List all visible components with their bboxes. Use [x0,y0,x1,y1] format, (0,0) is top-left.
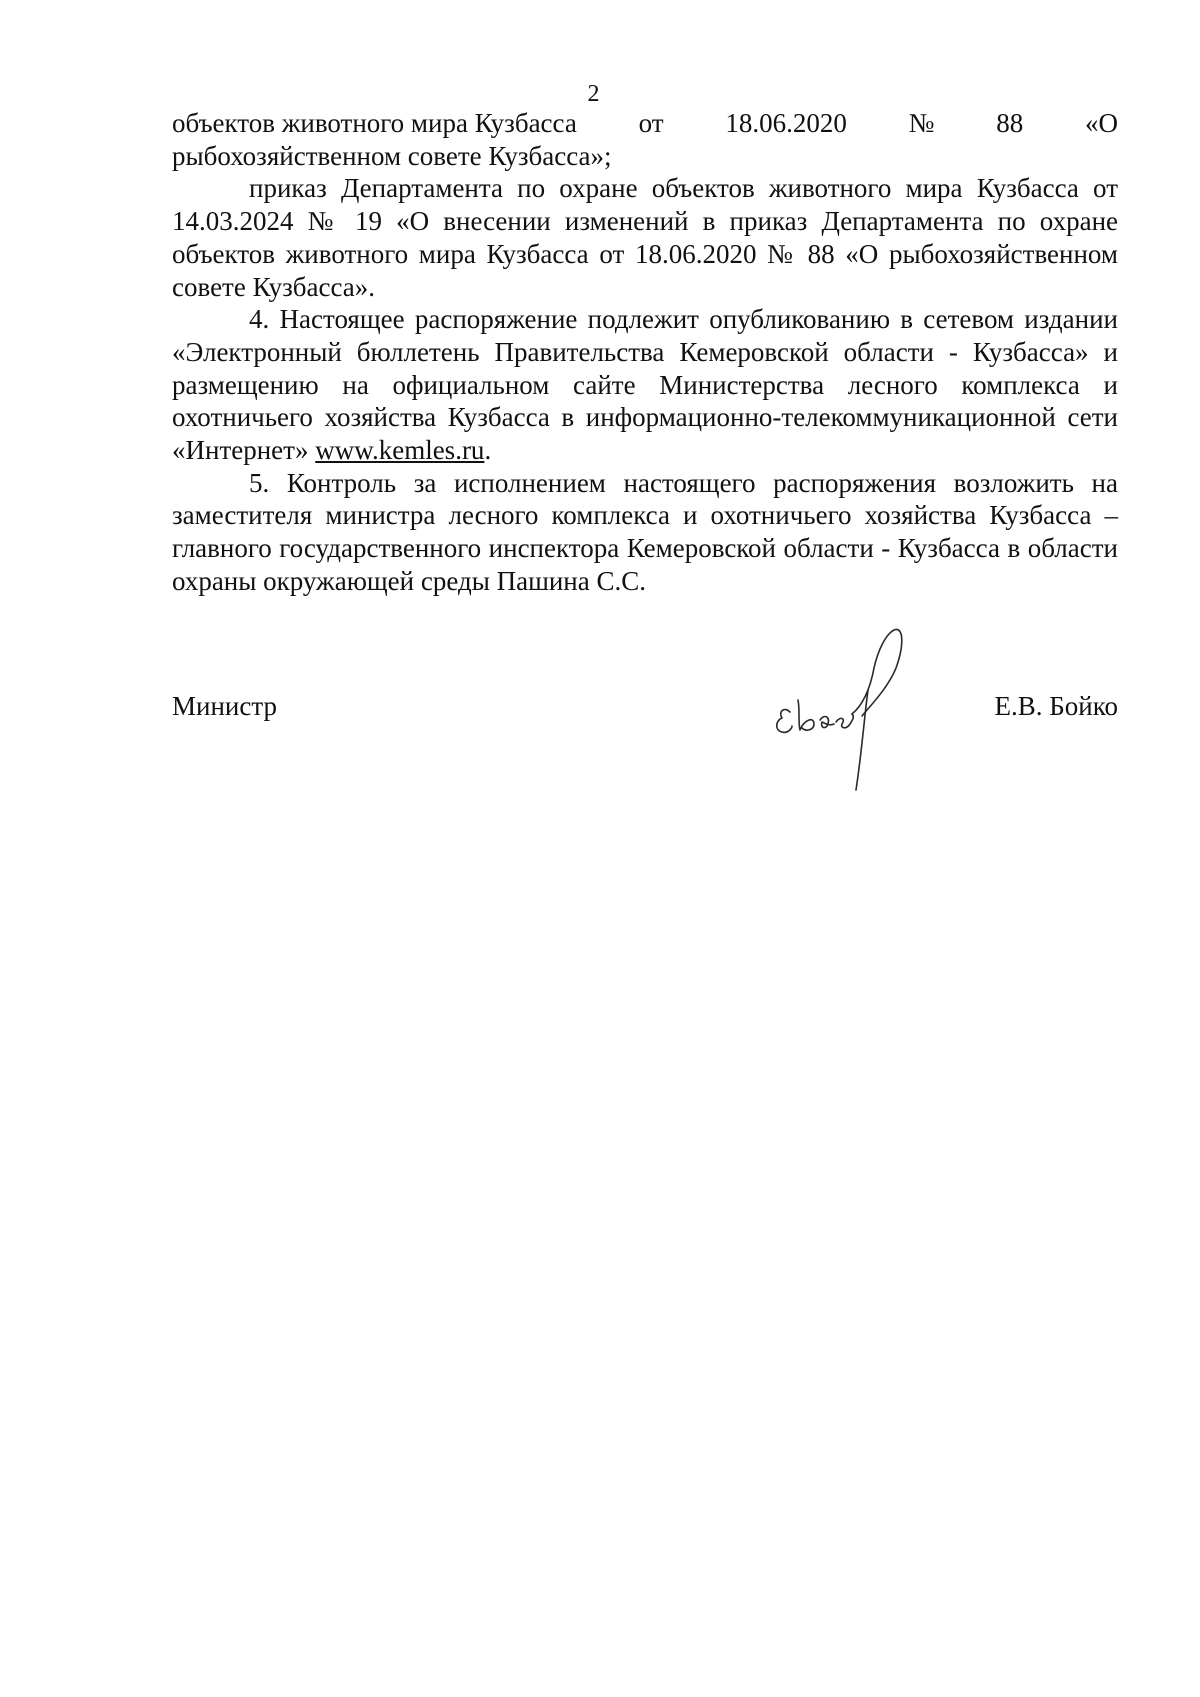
publication-text: 4. Настоящее распоряжение подлежит опубликованию в сетевом издании «Электронный бюллетень Правительства Кемеровской области - Кузбасса» и размещению на официальном сайте Министерства лесного комплекса и охотничьего хозяйства Кузбасса в информационно-телекоммуникационной сети «Интернет» [172,304,1118,466]
first-line-segment: 18.06.2020 [725,108,847,138]
first-line-segment: 88 [996,108,1024,138]
signatory-title: Министр [172,691,277,721]
document-body [172,107,1118,598]
first-line-segment: объектов животного мира Кузбасса [172,108,577,138]
paragraph-continuation: рыбохозяйственном совете Кузбасса»; [172,140,612,171]
first-line-segment: от [638,108,664,138]
first-line [172,107,1118,140]
first-line-segment: «О [1084,108,1118,138]
website-link[interactable]: www.kemles.ru [315,435,485,466]
paragraph-order-amendment: приказ Департамента по охране объектов животного мира Кузбасса от 14.03.2024 № 19 «О внесении изменений в приказ Департамента по охране объектов животного мира Кузбасса от 18.06.2020 № 88 «О рыбохозяйственном совете Кузбасса». [172,173,1118,302]
paragraph-control: 5. Контроль за исполнением настоящего распоряжения возложить на заместителя министра лесного комплекса и охотничьего хозяйства Кузбасса – главного государственного инспектора Кемеровской области - Кузбасса в области охраны окружающей среды Пашина С.С. [172,467,1118,596]
page-number: 2 [587,81,600,107]
paragraph-publication [172,303,1118,467]
signature-block [172,690,1118,730]
first-line-segment: № [908,108,935,138]
publication-end: . [484,435,492,466]
signatory-name: Е.В. Бойко [994,691,1118,721]
